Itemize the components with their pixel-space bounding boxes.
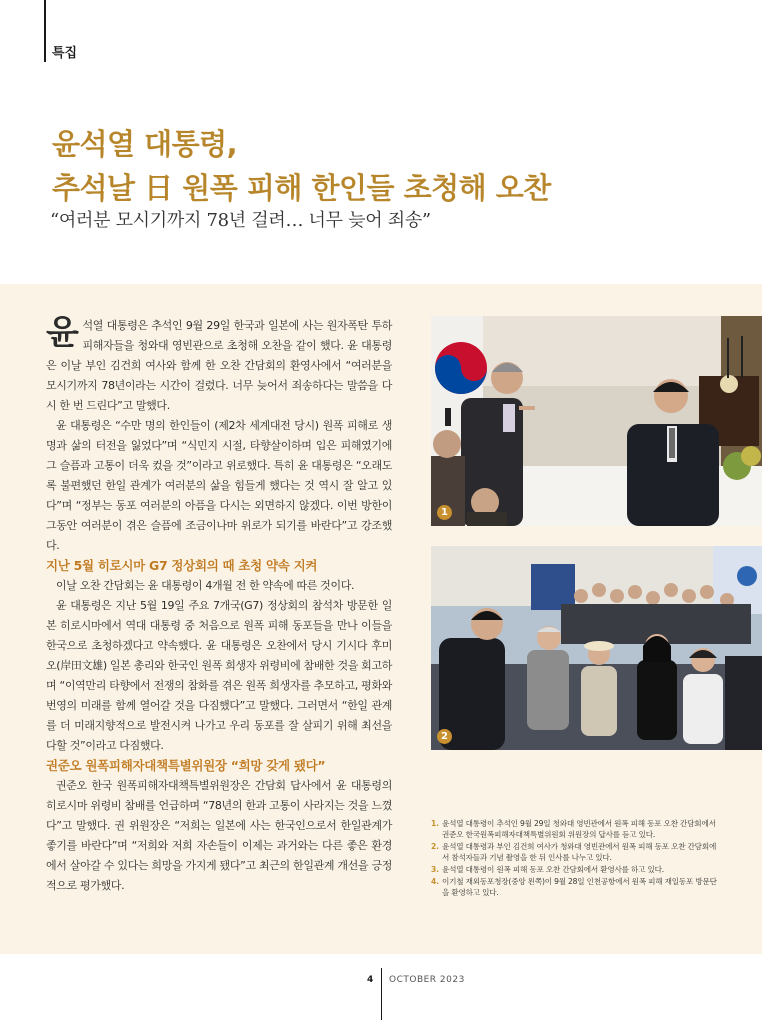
caption-text: 윤석열 대통령이 원폭 피해 동포 오찬 간담회에서 환영사를 하고 있다. [442,865,664,874]
intro-paragraph-1-text: 석열 대통령은 추석인 9월 29일 한국과 일본에 사는 원자폭탄 투하 피해자들을 청와대 영빈관으로 초청해 오찬을 같이 했다. 윤 대통령은 이날 부인 김건희 여사와 함께 한 오찬 간담회의 환영사에서 “여러분을 모시기까지 78년이라는 시간이 걸렸다. 너무 늦어서 죄송하다는 말씀을 다시 한 번 드린다”고 말했다. [46,319,392,412]
subtitle: “여러분 모시기까지 78년 걸려… 너무 늦어 죄송” [50,210,431,231]
photo-1-illustration [431,316,762,526]
section-tag: 특집 [52,46,78,61]
caption-text: 윤석열 대통령과 부인 김건희 여사가 청와대 영빈관에서 원폭 피해 동포 오찬 간담회에서 참석자들과 기념 촬영을 한 뒤 인사를 나누고 있다. [442,842,717,862]
caption-item [431,818,723,840]
headline-line-1: 윤석열 대통령, [52,127,238,161]
section1-paragraph-2: 윤 대통령은 지난 5월 19일 주요 7개국(G7) 정상회의 참석차 방문한 일본 히로시마에서 역대 대통령 중 처음으로 원폭 피해 동포들을 만나 이들을 한국으로 초청하겠다고 약속했다. 윤 대통령은 오찬에서 당시 기시다 후미오(岸田文雄) 일본 총리와 한국인 원폭 희생자 위령비에 참배한 것을 회고하며 “이역만리 타향에서 전쟁의 참화를 겪은 원폭 희생자를 추모하고, 평화와 번영의 미래를 함께 열어갈 것을 다짐했다”고 말했다. 그러면서 “한일 관계를 더 미래지향적으로 발전시켜 나가고 우리 동포를 잘 살피기 위해 최선을 다할 것”이라고 다짐했다. [46,599,392,752]
section-heading-2: 권준오 원폭피해자대책특별위원장 “희망 갖게 됐다” [46,758,326,773]
caption-item [431,876,723,898]
section1-paragraph-1: 이날 오찬 간담회는 윤 대통령이 4개월 전 한 약속에 따른 것이다. [56,579,355,592]
intro-paragraph-2: 윤 대통령은 “수만 명의 한인들이 (제2차 세계대전 당시) 원폭 피해로 생명과 삶의 터전을 잃었다”며 “식민지 시절, 타향살이하며 입은 피해였기에 그 슬픔과 고통이 더욱 컸을 것”이라고 위로했다. 특히 윤 대통령은 “오래도록 불편했던 한일 관계가 여러분의 삶을 힘들게 했다는 것 역시 잘 알고 있다”며 “정부는 동포 여러분의 아픔을 다시는 외면하지 않겠다. 이번 방한이 그동안 여러분이 겪은 슬픔에 조금이나마 위로가 되기를 바란다”고 강조했다. [46,419,392,552]
caption-number: 4. [431,877,439,886]
article-body [46,313,392,896]
photo-2-illustration [431,546,762,750]
caption-item [431,841,723,863]
intro-paragraph-1 [46,313,392,416]
caption-number: 1. [431,819,439,828]
photo-greeting-attendees [431,546,762,750]
dropcap: 윤 [46,313,79,353]
page-number: 4 [367,975,374,985]
headline-line-2: 추석날 日 원폭 피해 한인들 초청해 오찬 [52,171,551,205]
headline [52,122,551,210]
top-rule [44,0,46,62]
photo-1-number: 1 [437,505,452,520]
footer-rule [381,968,382,1020]
issue-label: OCTOBER 2023 [389,975,465,985]
section2-paragraph-1: 권준오 한국 원폭피해자대책특별위원장은 간담회 답사에서 윤 대통령의 히로시마 위령비 참배를 언급하며 “78년의 한과 고통이 사라지는 것을 느꼈다”고 말했다. 권 위원장은 “저희는 일본에 사는 한국인으로서 한일관계가 좋기를 바란다”며 “저희와 저희 자손들이 이제는 과거와는 다른 좋은 환경에서 살아갈 수 있다는 희망을 가지게 됐다”고 최근의 한일관계 개선을 긍정적으로 평가했다. [46,779,392,892]
caption-item [431,864,723,875]
photo-luncheon-speech [431,316,762,526]
photo-captions [431,818,723,899]
caption-text: 윤석열 대통령이 추석인 9월 29일 청와대 영빈관에서 원폭 피해 동포 오찬 간담회에서 권준오 한국원폭피해자대책특별위원회 위원장의 답사를 듣고 있다. [442,819,716,839]
caption-text: 이기철 재외동포청장(중앙 왼쪽)이 9월 28일 인천공항에서 원폭 피해 재일동포 방문단을 환영하고 있다. [442,877,717,897]
caption-number: 3. [431,865,439,874]
photo-2-number: 2 [437,729,452,744]
section-heading-1: 지난 5월 히로시마 G7 정상회의 때 초청 약속 지켜 [46,558,318,573]
caption-number: 2. [431,842,439,851]
